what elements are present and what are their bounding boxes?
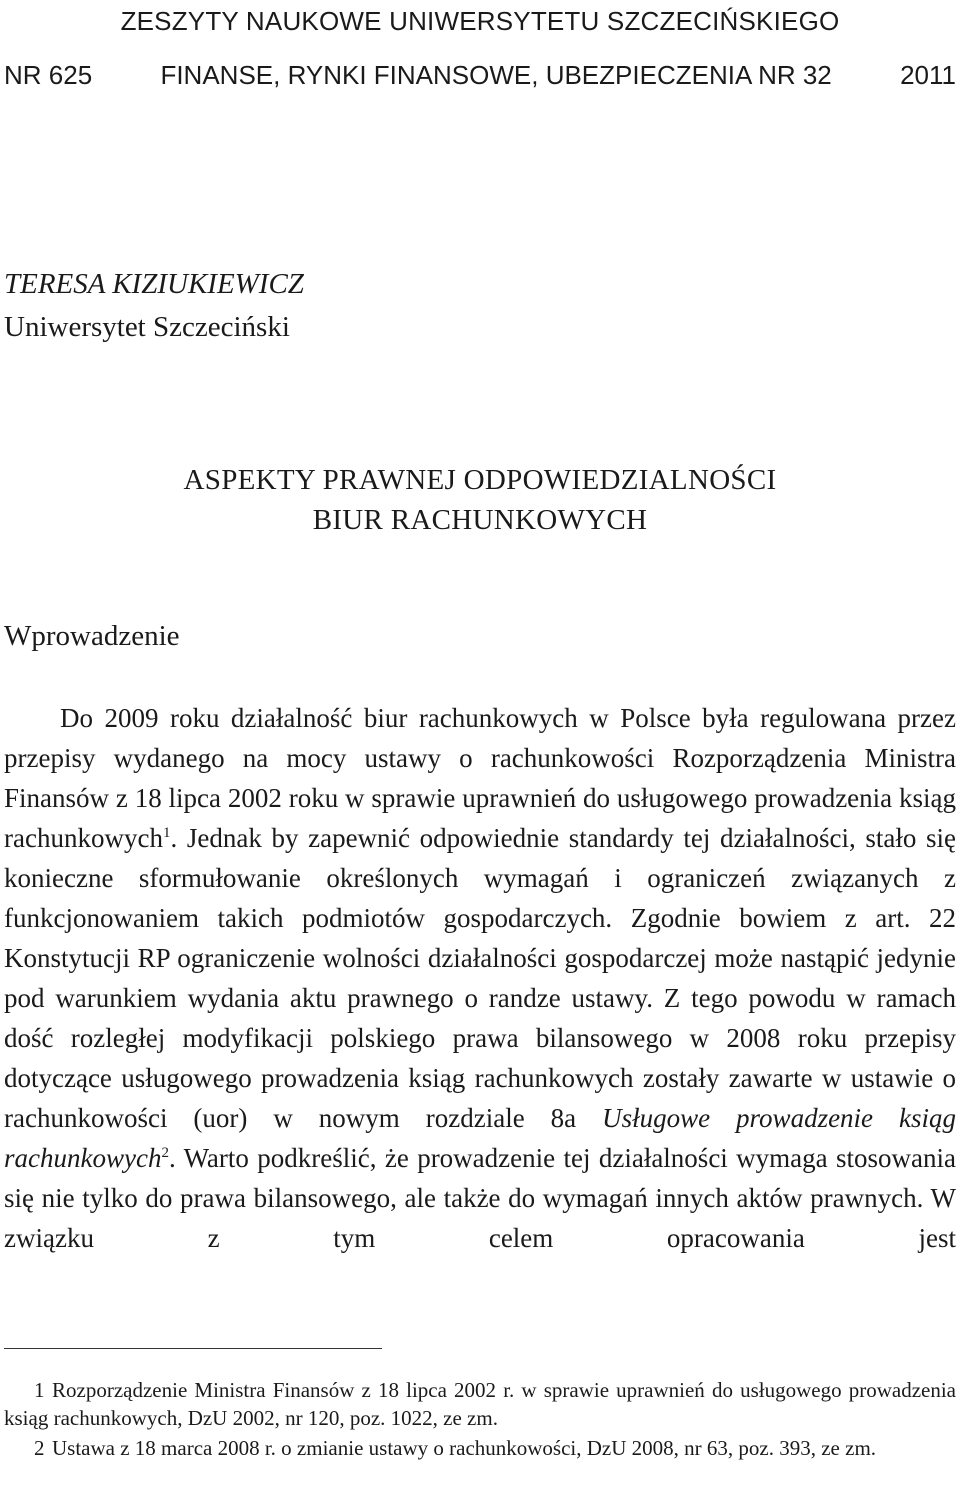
author-name: TERESA KIZIUKIEWICZ xyxy=(4,268,304,300)
body-text-part-1: Do 2009 roku działalność biur rachunkowych w Polsce była regulowana przez przepisy wydanego na mocy ustawy o rachunkowości Rozporządzenia Ministra Finansów z 18 lipca 2002 roku w sprawie uprawnień do usługowego prowadzenia ksiąg rachunkowych xyxy=(4,703,956,853)
article-title xyxy=(0,460,960,540)
footnote-1-text: Rozporządzenie Ministra Finansów z 18 lipca 2002 r. w sprawie uprawnień do usługowego prowadzenia ksiąg rachunkowych, DzU 2002, nr 120, poz. 1022, ze zm. xyxy=(4,1378,956,1430)
author-affiliation: Uniwersytet Szczeciński xyxy=(4,311,290,343)
article-title-line-2: BIUR RACHUNKOWYCH xyxy=(312,504,648,536)
article-title-line-1: ASPEKTY PRAWNEJ ODPOWIEDZIALNOŚCI xyxy=(183,464,777,496)
footnote-1-number: 1 xyxy=(34,1378,45,1402)
footnote-ref-1[interactable]: 1 xyxy=(162,825,171,841)
body-text-part-2: . Jednak by zapewnić odpowiednie standardy tej działalności, stało się konieczne sformułowanie określonych wymagań i ograniczeń związanych z funkcjonowaniem takich podmiotów gospodarczych. Zgodnie bowiem z art. 22 Konstytucji RP ograniczenie wolności działalności gospodarczej może nastąpić jedynie pod warunkiem wydania aktu prawnego o randze ustawy. Z tego powodu w ramach dość rozległej modyfikacji polskiego prawa bilansowego w 2008 roku przepisy dotyczące usługowego prowadzenia ksiąg rachunkowych zostały zawarte w ustawie o rachunkowości (uor) w nowym rozdziale 8a xyxy=(4,823,956,1133)
issue-year: 2011 xyxy=(900,60,956,90)
body-paragraph xyxy=(4,698,956,1258)
series-title: FINANSE, RYNKI FINANSOWE, UBEZPIECZENIA NR 32 xyxy=(160,60,832,90)
chapter-title-italic: Usługowe prowadzenie ksiąg rachunkowych xyxy=(4,1103,956,1173)
issue-number: NR 625 xyxy=(4,60,93,90)
footnote-ref-2[interactable]: 2 xyxy=(161,1145,169,1161)
issue-line xyxy=(4,60,956,91)
footnote-2-text: Ustawa z 18 marca 2008 r. o zmianie ustawy o rachunkowości, DzU 2008, nr 63, poz. 393, ze zm. xyxy=(52,1436,877,1460)
journal-title: ZESZYTY NAUKOWE UNIWERSYTETU SZCZECIŃSKIEGO xyxy=(120,6,840,36)
body-text-part-3: . Warto podkreślić, że prowadzenie tej działalności wymaga stosowania się nie tylko do prawa bilansowego, ale także do wymagań innych aktów prawnych. W związku z tym celem opracowania jest xyxy=(4,1143,956,1253)
footnote-separator xyxy=(4,1348,382,1349)
section-heading: Wprowadzenie xyxy=(4,620,180,652)
footnote-2-number: 2 xyxy=(34,1436,45,1460)
footnote-1 xyxy=(4,1376,956,1432)
footnote-2 xyxy=(4,1434,956,1462)
